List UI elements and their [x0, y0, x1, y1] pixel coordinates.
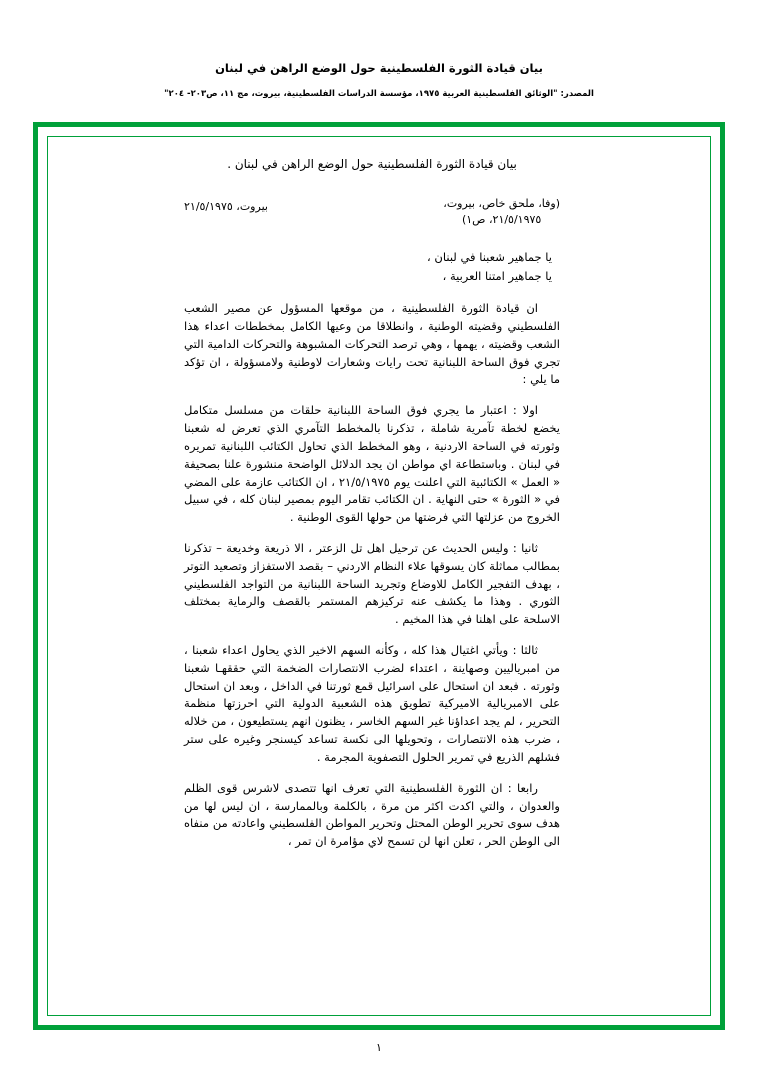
green-border-frame [33, 122, 725, 1030]
document-header [0, 60, 758, 101]
paragraph-second-point: ثانيا : وليس الحديث عن ترحيل اهل تل الزعتر ، الا ذريعة وخديعة – تذكرنا بمطالب مماثلة كان يسوقها علاء النظام الاردني – بقصد الاستفزاز وتصعيد التوتر ، بهدف التفجير الكامل للاوضاع وتجريد الساحة اللبنانية من التواجد الفلسطيني الثوري . وهذا ما يكشف عنه تركيزهم المستمر بالقصف والرماية بمختلف الاسلحة على اهلنا في هذا المخيم . [184, 540, 560, 627]
document-source-line: المصدر: "الوثائق الفلسطينية العربية ١٩٧٥، مؤسسة الدراسات الفلسطينية، بيروت، مج ١١، ص٢٠٣- ٢٠٤" [164, 89, 594, 100]
document-title: بيان قيادة الثورة الفلسطينية حول الوضع الراهن في لبنان [215, 61, 543, 75]
paragraph-fourth-point: رابعا : ان الثورة الفلسطينية التي تعرف انها تتصدى لاشرس قوى الظلم والعدوان ، والتي اكدت اكثر من مرة ، بالكلمة وبالممارسة ، ان ليس لها من هدف سوى تحرير الوطن المحتل وتحرير المواطن الفلسطيني واعادته من منفاه الى الوطن الحر ، تعلن انها لن تسمح لاي مؤامرة ان تمر ، [184, 780, 560, 849]
paragraph-first-point: اولا : اعتبار ما يجري فوق الساحة اللبنانية حلقات من مسلسل متكامل يخضع لخطة تآمرية شاملة ، تذكرنا بالمخطط التآمري الذي تعرض له شعبنا وثورته في الساحة الاردنية ، وهو المخطط الذي تحاول الكتائب اللبنانية تمريره في لبنان . وباستطاعة اي مواطن ان يجد الدلائل الواضحة منشورة علنا بصحيفة « العمل » الكتائبية التي اعلنت يوم ٢١/٥/١٩٧٥ ، ان الكتائب عازمة على المضي في « الثورة » حتى النهاية . ان الكتائب تقامر اليوم بمصير لبنان كله ، في سبيل الخروج من عزلتها التي فرضتها من حولها القوى الوطنية . [184, 403, 560, 525]
body-heading: بيان قيادة الثورة الفلسطينية حول الوضع الراهن في لبنان . [227, 157, 517, 171]
paragraph-intro: ان قيادة الثورة الفلسطينية ، من موقعها المسؤول عن مصير الشعب الفلسطيني وقضيته الوطنية ، وانطلاقا من وعيها الكامل بمخططات اعداء هذا الشعب وقضيته ، يهمها ، وهي ترصد التحركات المشبوهة والتحركات الدامية التي تجري فوق الساحة اللبنانية تحت رايات وشعارات لاوطنية ولامسؤولة ، ان تؤكد ما يلي : [184, 301, 560, 387]
meta-row [184, 196, 560, 229]
document-body [184, 155, 560, 851]
salutation-line-2: يا جماهير امتنا العربية ، [442, 269, 552, 284]
green-border-inner [47, 136, 711, 1016]
reference-line-1: (وفا، ملحق خاص، بيروت، [443, 196, 560, 210]
dateline: بيروت، ٢١/٥/١٩٧٥ [184, 199, 268, 213]
reference-block [443, 196, 560, 229]
salutation-line-1: يا جماهير شعبنا في لبنان ، [427, 249, 552, 264]
paragraph-third-point: ثالثا : ويأتي اغتيال هذا كله ، وكأنه السهم الاخير الذي يحاول اعداء شعبنا ، من امبرياليين وصهاينة ، اعتداء لضرب الانتصارات الضخمة التي حققهـا شعبنا وثورته . فبعد ان استحال على اسرائيل قمع ثورتنا في الداخل ، وبعد ان استحال على الامبريالية الاميركية تطويق هذه الشعبية الدولية التي احرزتها منظمة التحرير ، لم يجد اعداؤنا غير السهم الخاسر ، يظنون انهم يستطيعون ، من خلاله ، ضرب هذه الانتصارات ، وتحويلها الى نكسة تساعد كيسنجر وغيره على ستر فشلهم الذريع في تمرير الحلول التصفوية المجرمة . [184, 643, 560, 764]
reference-line-2: ٢١/٥/١٩٧٥، ص١) [461, 213, 542, 227]
page-number: ١ [376, 1041, 382, 1054]
